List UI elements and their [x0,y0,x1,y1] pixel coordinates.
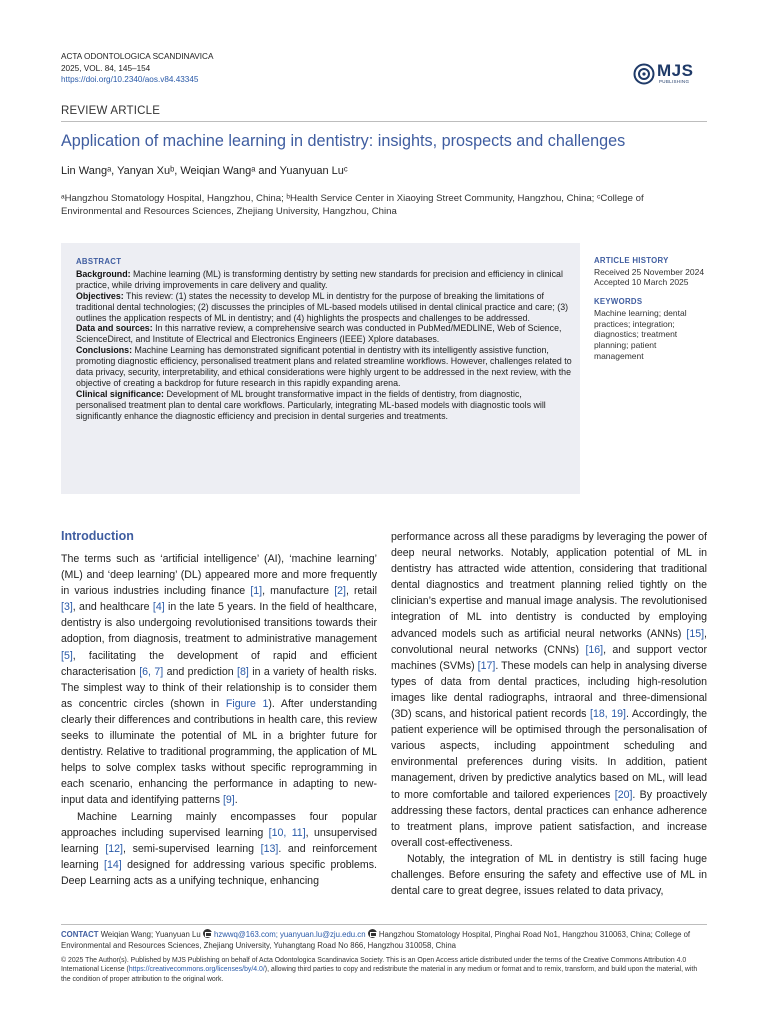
doi-link[interactable]: https://doi.org/10.2340/aos.v84.43345 [61,75,199,84]
citation-link[interactable]: [9] [222,794,235,807]
citation-link[interactable]: [12] [105,842,123,855]
citation-link[interactable]: [17] [477,659,496,672]
citation-link[interactable]: [18, 19] [590,708,626,721]
body-paragraph: The terms such as ‘artificial intelligence’ (AI), ‘machine learning’ (ML) and ‘deep learning’ (DL) appeared more and more frequently in various industries including finance [1], manufacture [2], retail [3], and healthcare [4] in the late 5 years. In the field of healthcare, dentistry is also undergoing revolutionised transitions towards their adoption, from diagnosis, treatment to administrative management [5], facilitating the development of rapid and efficient characterisation [6, 7] and prediction [8] in a variety of health risks. The simplest way to think of their relationship is to consider them as concentric circles (shown in Figure 1). After understanding clearly their differences and contributions in health care, this review seeks to illuminate the potential of ML in a brighter future for dentistry. Relative to traditional programming, the application of ML helps to solve complex tasks without specific reprogramming in each scenario, enhancing the performance in adapting to new-input data and identifying patterns [9]. [61,553,377,807]
abstract-objectives [76,291,574,324]
affiliations: ᵃHangzhou Stomatology Hospital, Hangzhou, China; ᵇHealth Service Center in Xiaoying Street Community, Hangzhou, China; ᶜCollege of Environmental and Resources Sciences, Zhejiang University, Hangzhou, China [61,193,644,217]
mjs-emblem-icon [633,63,655,85]
header-divider [61,121,707,122]
abstract-significance [76,389,574,422]
license-link[interactable]: https://creativecommons.org/licenses/by/4.0/ [128,966,265,974]
article-type: REVIEW ARTICLE [61,105,161,117]
citation-link[interactable]: [2] [334,585,346,598]
objectives-text: This review: (1) states the necessity to develop ML in dentistry for the purpose of breaking the limitations of traditional dental technologies; (2) discusses the principles of ML-based models utilised in dental clinical practice and care; (3) outlines the application respects of ML in dentistry; and (4) highlights the prospects and challenges to be addressed. [76,290,569,323]
logo-wordmark: MJS [657,61,694,80]
email-icon [203,929,212,938]
contact-label: CONTACT [61,930,99,939]
accepted-date: Accepted 10 March 2025 [594,277,689,288]
citation-link[interactable]: [16] [585,643,604,656]
license-notice [61,956,707,984]
abstract-heading: ABSTRACT [76,257,122,266]
section-heading-introduction: Introduction [61,529,134,543]
conclusions-label: Conclusions: [76,345,133,356]
body-column-left [61,529,377,889]
background-text: Machine learning (ML) is transforming dentistry by setting new standards for precision and efficiency in clinical practice, while driving improvements in care delivery and quality. [76,268,563,290]
citation-link[interactable]: [8] [237,665,249,678]
contact-address: Hangzhou Stomatology Hospital, Pinghai Road No1, Hangzhou 310063, China; College of Environmental and Resources Sciences, Zhejiang University, Yuhangtang Road No 866, Hangzhou 310058, China [61,930,691,950]
journal-info [61,51,213,86]
body-paragraph: Machine Learning mainly encompasses four popular approaches including supervised learning [10, 11], unsupervised learning [12], semi-supervised learning [13]. and reinforcement learning [14] designed for addressing various specific problems. Deep Learning acts as a unifying technique, enhancing [61,810,377,887]
body-paragraph: Notably, the integration of ML in dentistry is still facing huge challenges. Before ensuring the safety and effective use of ML in dental care to great degree, issues related to data privacy, [391,852,707,898]
publisher-logo [633,61,705,89]
abstract-conclusions [76,345,574,389]
journal-name: ACTA ODONTOLOGICA SCANDINAVICA [61,52,214,61]
history-heading: ARTICLE HISTORY [594,256,669,265]
significance-text: Development of ML brought transformative impact in the fields of dentistry, from diagnostic, personalised treatment plan to dental care workflows. Particularly, integrating ML-based models with diagnostic tools will significantly enhance the diagnostic efficiency and precision in dental surgeries and treatments. [76,388,546,421]
significance-label: Clinical significance: [76,388,164,399]
keywords-list: Machine learning; dental practices; integration; diagnostics; treatment planning; patient management [594,307,687,361]
article-sidebar [594,256,707,361]
address-icon [368,929,377,938]
contact-info [61,929,707,951]
received-date: Received 25 November 2024 [594,266,705,277]
article-title: Application of machine learning in dentistry: insights, prospects and challenges [61,132,626,150]
body-paragraph: performance across all these paradigms by leveraging the power of deep neural networks. Notably, application potential of ML in dentistry has attracted wide attention, considering that traditional dental diagnostics and treatment planning relied tightly on the clinician’s expertise and manual image analysis. The revolutionised integration of ML into dentistry is conducted by employing advanced models such as artificial neural networks (ANNs) [15], convolutional neural networks (CNNs) [16], and support vector machines (SVMs) [17]. These models can help in analysing diverse types of data from dental practices, including high-resolution images like dental radiographs, intraoral and three-dimensional (3D) scans, and historical patient records [18, 19]. Accordingly, the patient experience will be optimised through the personalisation of various aspects, including appointment scheduling and environmental preferences during visits. In addition, patient management, driven by predictive analytics based on ML, will lead to more comfortable and tailored experiences [20]. By proactively addressing these factors, dental practices can enhance adherence to treatment plans, improve patient satisfaction, and increase overall cost-effectiveness. [391,531,708,849]
citation-link[interactable]: [4] [152,601,165,614]
abstract-data-sources [76,323,574,345]
journal-volume: 2025, VOL. 84, 145–154 [61,63,151,73]
body-column-right [391,529,707,899]
objectives-label: Objectives: [76,290,124,301]
logo-subtitle: PUBLISHING [659,79,690,84]
data-sources-label: Data and sources: [76,323,153,334]
citation-link[interactable]: [6, 7] [139,665,164,678]
citation-link[interactable]: [1] [250,585,263,598]
license-text: © 2025 The Author(s). Published by MJS Publishing on behalf of Acta Odontologica Scandinavica Society. This is an Open Access article distributed under the terms of the Creative Commons Attribution 4.0 International License ( [61,957,687,974]
background-label: Background: [76,268,131,279]
license-text-end: ), allowing third parties to copy and redistribute the material in any medium or format and to remix, transform, and build upon the material, with the condition of proper attribution to the original work. [61,966,698,983]
citation-link[interactable]: [14] [104,858,122,871]
abstract-panel [61,243,580,494]
figure-link[interactable]: Figure 1 [225,697,269,710]
conclusions-text: Machine Learning has demonstrated significant potential in dentistry with its intelligently assistive function, promoting diagnostic efficiency, personalised treatment plans and related streamline workflows. However, challenges related to data privacy, security, interpretability, and ethical considerations were highly urgent to be addressed in the next review, with the objective of creating a backdrop for future research in this rapidly expanding arena. [76,345,572,388]
contact-names: Weiqian Wang; Yuanyuan Lu [98,930,203,939]
citation-link[interactable]: [20] [614,788,633,801]
data-sources-text: In this narrative review, a comprehensive search was conducted in PubMed/MEDLINE, Web of Science, ScienceDirect, and Institute of Electrical and Electronics Engineers (IEEE) Xplore databases. [76,323,562,345]
abstract-background [76,269,574,291]
keywords-heading: KEYWORDS [594,297,643,307]
citation-link[interactable]: [13] [260,842,279,855]
citation-link[interactable]: [10, 11] [268,826,306,839]
footer-divider [61,924,707,925]
citation-link[interactable]: [5] [61,649,73,662]
author-list: Lin Wangᵃ, Yanyan Xuᵇ, Weiqian Wangᵃ and Yuanyuan Luᶜ [61,165,348,177]
email-links[interactable]: hzwwq@163.com; yuanyuan.lu@zju.edu.cn [214,930,366,939]
citation-link[interactable]: [15] [686,627,705,640]
citation-link[interactable]: [3] [61,601,73,614]
